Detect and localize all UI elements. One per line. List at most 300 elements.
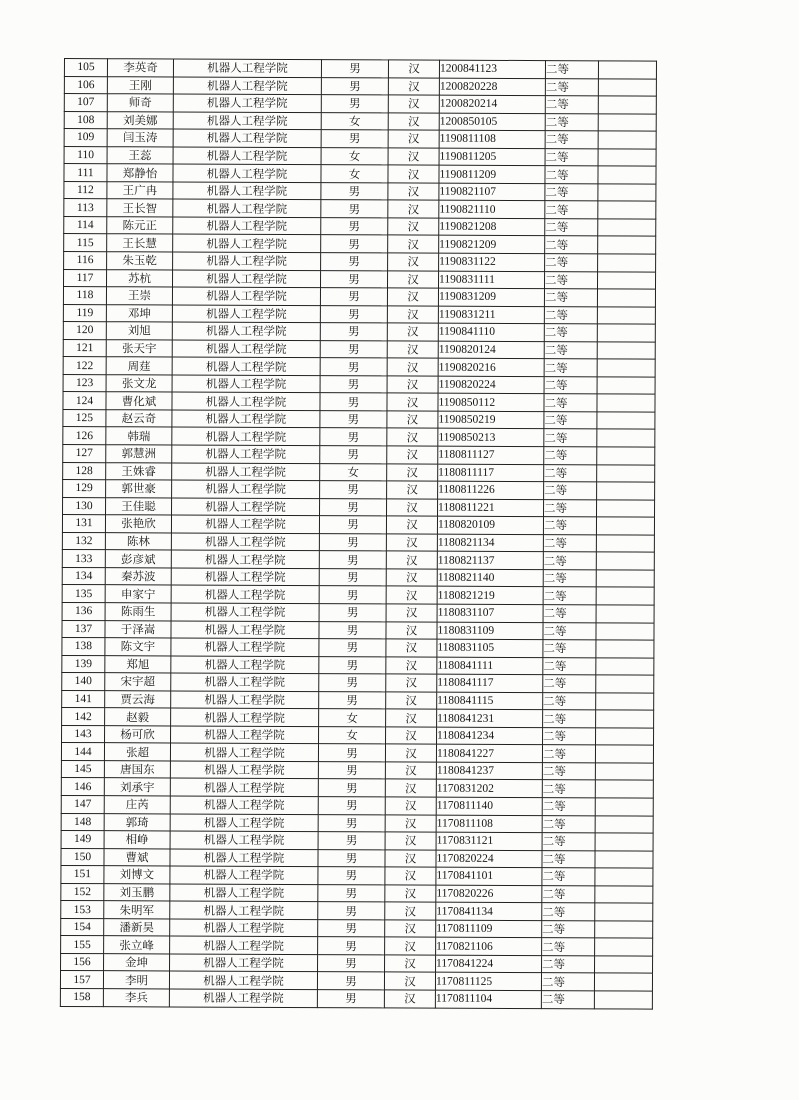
student-id: 1180821140 xyxy=(437,569,543,587)
empty-cell xyxy=(597,289,655,307)
award-level: 二等 xyxy=(541,991,594,1009)
empty-cell xyxy=(598,236,656,254)
ethnicity: 汉 xyxy=(388,253,439,271)
row-number: 135 xyxy=(62,585,105,603)
ethnicity: 汉 xyxy=(387,393,438,411)
empty-cell xyxy=(596,570,654,588)
gender: 男 xyxy=(319,516,386,534)
award-level: 二等 xyxy=(542,850,595,868)
student-name: 王长慧 xyxy=(107,234,173,252)
award-level: 二等 xyxy=(542,868,595,886)
award-level: 二等 xyxy=(545,113,598,131)
gender: 男 xyxy=(320,481,387,499)
student-id: 1200850105 xyxy=(439,113,545,131)
row-number: 124 xyxy=(63,392,106,410)
empty-cell xyxy=(596,605,654,623)
empty-cell xyxy=(596,710,654,728)
row-number: 115 xyxy=(64,234,107,252)
award-level: 二等 xyxy=(542,745,595,763)
row-number: 153 xyxy=(61,901,104,919)
row-number: 119 xyxy=(63,304,106,322)
empty-cell xyxy=(595,833,653,851)
school-name: 机器人工程学院 xyxy=(171,638,319,656)
school-name: 机器人工程学院 xyxy=(172,322,320,340)
award-level: 二等 xyxy=(543,710,596,728)
school-name: 机器人工程学院 xyxy=(170,901,318,919)
ethnicity: 汉 xyxy=(387,499,438,517)
student-id: 1190811205 xyxy=(439,148,545,166)
empty-cell xyxy=(596,640,654,658)
ethnicity: 汉 xyxy=(387,341,438,359)
award-level: 二等 xyxy=(545,219,598,237)
empty-cell xyxy=(595,745,653,763)
row-number: 138 xyxy=(62,638,105,656)
award-level: 二等 xyxy=(543,605,596,623)
school-name: 机器人工程学院 xyxy=(173,94,321,112)
student-id: 1200820214 xyxy=(439,95,545,113)
ethnicity: 汉 xyxy=(387,270,438,288)
award-level: 二等 xyxy=(542,815,595,833)
row-number: 145 xyxy=(61,760,104,778)
student-id: 1180841111 xyxy=(437,657,543,675)
row-number: 152 xyxy=(61,883,104,901)
gender: 男 xyxy=(318,919,385,937)
school-name: 机器人工程学院 xyxy=(172,305,320,323)
school-name: 机器人工程学院 xyxy=(173,77,321,95)
gender: 男 xyxy=(320,428,387,446)
gender: 男 xyxy=(318,884,385,902)
student-name: 李兵 xyxy=(103,989,169,1007)
student-id: 1170831121 xyxy=(436,832,542,850)
student-id: 1180841227 xyxy=(436,744,542,762)
empty-cell xyxy=(598,78,656,96)
student-id: 1170811109 xyxy=(436,920,542,938)
school-name: 机器人工程学院 xyxy=(171,656,319,674)
gender: 男 xyxy=(321,130,388,148)
row-number: 113 xyxy=(64,199,107,217)
student-id: 1190820224 xyxy=(438,376,544,394)
ethnicity: 汉 xyxy=(387,411,438,429)
school-name: 机器人工程学院 xyxy=(172,463,320,481)
school-name: 机器人工程学院 xyxy=(170,778,318,796)
award-level: 二等 xyxy=(544,359,597,377)
empty-cell xyxy=(595,921,653,939)
award-level: 二等 xyxy=(543,622,596,640)
row-number: 150 xyxy=(61,848,104,866)
student-name: 王广冉 xyxy=(107,182,173,200)
gender: 男 xyxy=(318,937,385,955)
row-number: 143 xyxy=(62,725,105,743)
row-number: 114 xyxy=(64,216,107,234)
gender: 男 xyxy=(317,972,384,990)
student-id: 1180841237 xyxy=(436,762,542,780)
empty-cell xyxy=(597,324,655,342)
award-level: 二等 xyxy=(545,61,598,79)
student-id: 1190821110 xyxy=(439,201,545,219)
ethnicity: 汉 xyxy=(387,306,438,324)
row-number: 127 xyxy=(63,445,106,463)
gender: 男 xyxy=(318,779,385,797)
student-id: 1190820124 xyxy=(438,341,544,359)
roster-table-body xyxy=(60,59,656,1009)
gender: 女 xyxy=(321,165,388,183)
student-name: 张文龙 xyxy=(106,375,172,393)
gender: 男 xyxy=(318,867,385,885)
table-row xyxy=(60,988,652,1008)
gender: 男 xyxy=(320,288,387,306)
row-number: 149 xyxy=(61,831,104,849)
student-name: 宋宇超 xyxy=(105,673,171,691)
school-name: 机器人工程学院 xyxy=(170,761,318,779)
award-level: 二等 xyxy=(543,587,596,605)
student-name: 郭琦 xyxy=(104,813,170,831)
award-level: 二等 xyxy=(543,727,596,745)
award-level: 二等 xyxy=(545,254,598,272)
student-name: 朱玉乾 xyxy=(107,252,173,270)
student-name: 陈文宇 xyxy=(105,638,171,656)
row-number: 148 xyxy=(61,813,104,831)
ethnicity: 汉 xyxy=(388,113,439,131)
ethnicity: 汉 xyxy=(387,358,438,376)
student-id: 1200820228 xyxy=(439,78,545,96)
school-name: 机器人工程学院 xyxy=(171,620,319,638)
ethnicity: 汉 xyxy=(387,446,438,464)
student-id: 1170841101 xyxy=(436,867,542,885)
student-id: 1190841110 xyxy=(438,323,544,341)
award-level: 二等 xyxy=(544,271,597,289)
empty-cell xyxy=(597,306,655,324)
gender: 男 xyxy=(321,218,388,236)
student-id: 1180811226 xyxy=(438,481,544,499)
award-level: 二等 xyxy=(544,412,597,430)
student-id: 1190831122 xyxy=(439,253,545,271)
ethnicity: 汉 xyxy=(388,77,439,95)
award-level: 二等 xyxy=(544,376,597,394)
school-name: 机器人工程学院 xyxy=(171,708,319,726)
gender: 男 xyxy=(321,270,388,288)
ethnicity: 汉 xyxy=(386,639,437,657)
school-name: 机器人工程学院 xyxy=(172,480,320,498)
ethnicity: 汉 xyxy=(384,972,435,990)
row-number: 106 xyxy=(64,76,107,94)
row-number: 137 xyxy=(62,620,105,638)
ethnicity: 汉 xyxy=(388,235,439,253)
school-name: 机器人工程学院 xyxy=(170,919,318,937)
empty-cell xyxy=(597,464,655,482)
row-number: 144 xyxy=(61,743,104,761)
row-number: 155 xyxy=(61,936,104,954)
empty-cell xyxy=(596,728,654,746)
ethnicity: 汉 xyxy=(387,463,438,481)
student-name: 刘博文 xyxy=(104,866,170,884)
gender: 男 xyxy=(319,586,386,604)
school-name: 机器人工程学院 xyxy=(172,410,320,428)
gender: 男 xyxy=(320,375,387,393)
school-name: 机器人工程学院 xyxy=(172,287,320,305)
row-number: 125 xyxy=(63,409,106,427)
student-id: 1180841231 xyxy=(437,709,543,727)
ethnicity: 汉 xyxy=(385,937,436,955)
student-id: 1190811209 xyxy=(439,165,545,183)
empty-cell xyxy=(598,131,656,149)
empty-cell xyxy=(595,780,653,798)
student-id: 1190820216 xyxy=(438,358,544,376)
ethnicity: 汉 xyxy=(385,955,436,973)
empty-cell xyxy=(598,96,656,114)
student-name: 相峥 xyxy=(104,831,170,849)
student-name: 张艳欣 xyxy=(105,515,171,533)
school-name: 机器人工程学院 xyxy=(171,515,319,533)
student-name: 申家宁 xyxy=(105,585,171,603)
student-name: 赵毅 xyxy=(105,708,171,726)
school-name: 机器人工程学院 xyxy=(173,252,321,270)
gender: 男 xyxy=(321,253,388,271)
row-number: 141 xyxy=(62,690,105,708)
empty-cell xyxy=(597,359,655,377)
student-name: 曹斌 xyxy=(104,848,170,866)
student-id: 1180811117 xyxy=(438,464,544,482)
gender: 男 xyxy=(318,761,385,779)
gender: 男 xyxy=(318,849,385,867)
school-name: 机器人工程学院 xyxy=(171,603,319,621)
row-number: 134 xyxy=(62,567,105,585)
student-id: 1180820109 xyxy=(437,516,543,534)
row-number: 133 xyxy=(62,550,105,568)
student-id: 1180811221 xyxy=(438,499,544,517)
student-id: 1190821107 xyxy=(439,183,545,201)
student-name: 郑静怡 xyxy=(107,164,173,182)
student-name: 师奇 xyxy=(107,94,173,112)
student-name: 唐国东 xyxy=(104,761,170,779)
empty-cell xyxy=(597,342,655,360)
student-name: 李英奇 xyxy=(107,59,173,77)
gender: 男 xyxy=(320,393,387,411)
award-level: 二等 xyxy=(545,166,598,184)
empty-cell xyxy=(596,517,654,535)
school-name: 机器人工程学院 xyxy=(171,550,319,568)
school-name: 机器人工程学院 xyxy=(172,392,320,410)
row-number: 112 xyxy=(64,181,107,199)
empty-cell xyxy=(596,587,654,605)
student-id: 1170841134 xyxy=(436,902,542,920)
row-number: 146 xyxy=(61,778,104,796)
empty-cell xyxy=(598,113,656,131)
student-name: 朱明军 xyxy=(104,901,170,919)
student-name: 庄芮 xyxy=(104,796,170,814)
student-name: 杨可欣 xyxy=(105,725,171,743)
student-name: 刘旭 xyxy=(106,322,172,340)
award-level: 二等 xyxy=(541,973,594,991)
student-name: 秦苏波 xyxy=(105,568,171,586)
empty-cell xyxy=(594,973,652,991)
student-name: 潘新昊 xyxy=(104,918,170,936)
row-number: 140 xyxy=(62,673,105,691)
student-name: 周莛 xyxy=(106,357,172,375)
ethnicity: 汉 xyxy=(386,586,437,604)
student-id: 1170811104 xyxy=(435,990,541,1008)
empty-cell xyxy=(598,149,656,167)
ethnicity: 汉 xyxy=(385,850,436,868)
school-name: 机器人工程学院 xyxy=(170,743,318,761)
gender: 男 xyxy=(321,235,388,253)
school-name: 机器人工程学院 xyxy=(169,989,317,1007)
student-name: 贾云海 xyxy=(105,690,171,708)
row-number: 110 xyxy=(64,146,107,164)
student-name: 金坤 xyxy=(104,954,170,972)
row-number: 147 xyxy=(61,795,104,813)
gender: 男 xyxy=(320,411,387,429)
ethnicity: 汉 xyxy=(388,95,439,113)
student-name: 邓坤 xyxy=(106,304,172,322)
school-name: 机器人工程学院 xyxy=(171,585,319,603)
ethnicity: 汉 xyxy=(387,481,438,499)
ethnicity: 汉 xyxy=(385,902,436,920)
row-number: 126 xyxy=(63,427,106,445)
school-name: 机器人工程学院 xyxy=(170,866,318,884)
gender: 男 xyxy=(319,568,386,586)
award-level: 二等 xyxy=(544,482,597,500)
empty-cell xyxy=(595,886,653,904)
ethnicity: 汉 xyxy=(388,183,439,201)
empty-cell xyxy=(596,535,654,553)
row-number: 107 xyxy=(64,94,107,112)
student-id: 1170811125 xyxy=(435,973,541,991)
award-level: 二等 xyxy=(542,903,595,921)
school-name: 机器人工程学院 xyxy=(173,147,321,165)
student-id: 1190850219 xyxy=(438,411,544,429)
ethnicity: 汉 xyxy=(386,534,437,552)
student-name: 郭慧洲 xyxy=(106,445,172,463)
award-level: 二等 xyxy=(545,96,598,114)
award-level: 二等 xyxy=(544,429,597,447)
student-name: 刘承宇 xyxy=(104,778,170,796)
award-level: 二等 xyxy=(542,885,595,903)
school-name: 机器人工程学院 xyxy=(170,813,318,831)
student-name: 陈林 xyxy=(105,532,171,550)
school-name: 机器人工程学院 xyxy=(173,217,321,235)
empty-cell xyxy=(594,991,652,1009)
student-id: 1190821209 xyxy=(439,236,545,254)
gender: 男 xyxy=(321,200,388,218)
empty-cell xyxy=(595,903,653,921)
gender: 男 xyxy=(320,305,387,323)
row-number: 121 xyxy=(63,339,106,357)
gender: 女 xyxy=(319,726,386,744)
ethnicity: 汉 xyxy=(386,569,437,587)
empty-cell xyxy=(596,675,654,693)
row-number: 129 xyxy=(63,480,106,498)
ethnicity: 汉 xyxy=(386,692,437,710)
gender: 男 xyxy=(318,744,385,762)
student-name: 赵云奇 xyxy=(106,410,172,428)
gender: 男 xyxy=(318,814,385,832)
school-name: 机器人工程学院 xyxy=(170,884,318,902)
school-name: 机器人工程学院 xyxy=(170,936,318,954)
student-name: 闫玉涛 xyxy=(107,129,173,147)
ethnicity: 汉 xyxy=(385,867,436,885)
empty-cell xyxy=(595,956,653,974)
ethnicity: 汉 xyxy=(386,551,437,569)
school-name: 机器人工程学院 xyxy=(170,849,318,867)
gender: 男 xyxy=(318,955,385,973)
empty-cell xyxy=(597,447,655,465)
school-name: 机器人工程学院 xyxy=(171,568,319,586)
ethnicity: 汉 xyxy=(388,60,439,78)
school-name: 机器人工程学院 xyxy=(170,954,318,972)
empty-cell xyxy=(595,763,653,781)
empty-cell xyxy=(596,622,654,640)
ethnicity: 汉 xyxy=(385,762,436,780)
student-id: 1180841117 xyxy=(437,674,543,692)
row-number: 151 xyxy=(61,866,104,884)
ethnicity: 汉 xyxy=(386,604,437,622)
student-name: 王刚 xyxy=(107,76,173,94)
ethnicity: 汉 xyxy=(387,323,438,341)
student-name: 张天宇 xyxy=(106,339,172,357)
row-number: 122 xyxy=(63,357,106,375)
row-number: 123 xyxy=(63,374,106,392)
empty-cell xyxy=(595,798,653,816)
school-name: 机器人工程学院 xyxy=(171,673,319,691)
ethnicity: 汉 xyxy=(385,797,436,815)
school-name: 机器人工程学院 xyxy=(173,129,321,147)
student-name: 王蕊 xyxy=(107,146,173,164)
ethnicity: 汉 xyxy=(386,516,437,534)
gender: 男 xyxy=(321,77,388,95)
ethnicity: 汉 xyxy=(388,148,439,166)
row-number: 139 xyxy=(62,655,105,673)
student-id: 1170820226 xyxy=(436,885,542,903)
ethnicity: 汉 xyxy=(386,621,437,639)
ethnicity: 汉 xyxy=(385,744,436,762)
student-name: 刘美娜 xyxy=(107,111,173,129)
row-number: 158 xyxy=(60,988,103,1006)
ethnicity: 汉 xyxy=(385,814,436,832)
school-name: 机器人工程学院 xyxy=(172,498,320,516)
school-name: 机器人工程学院 xyxy=(173,270,321,288)
gender: 男 xyxy=(317,990,384,1008)
student-name: 李明 xyxy=(103,971,169,989)
school-name: 机器人工程学院 xyxy=(173,182,321,200)
gender: 男 xyxy=(320,323,387,341)
row-number: 120 xyxy=(63,322,106,340)
student-id: 1170811108 xyxy=(436,815,542,833)
school-name: 机器人工程学院 xyxy=(171,533,319,551)
gender: 男 xyxy=(319,674,386,692)
gender: 男 xyxy=(319,604,386,622)
student-id: 1180831109 xyxy=(437,622,543,640)
student-name: 韩瑞 xyxy=(106,427,172,445)
gender: 男 xyxy=(321,182,388,200)
gender: 女 xyxy=(321,147,388,165)
ethnicity: 汉 xyxy=(388,165,439,183)
ethnicity: 汉 xyxy=(386,709,437,727)
school-name: 机器人工程学院 xyxy=(170,796,318,814)
student-id: 1170811140 xyxy=(436,797,542,815)
empty-cell xyxy=(598,254,656,272)
student-id: 1170820224 xyxy=(436,850,542,868)
empty-cell xyxy=(597,482,655,500)
student-id: 1200841123 xyxy=(439,60,545,78)
student-name: 曹化斌 xyxy=(106,392,172,410)
empty-cell xyxy=(596,693,654,711)
student-id: 1170841224 xyxy=(436,955,542,973)
award-level: 二等 xyxy=(545,148,598,166)
student-name: 王崇 xyxy=(106,287,172,305)
student-name: 王佳聪 xyxy=(106,497,172,515)
student-name: 刘玉鹏 xyxy=(104,883,170,901)
gender: 男 xyxy=(321,95,388,113)
